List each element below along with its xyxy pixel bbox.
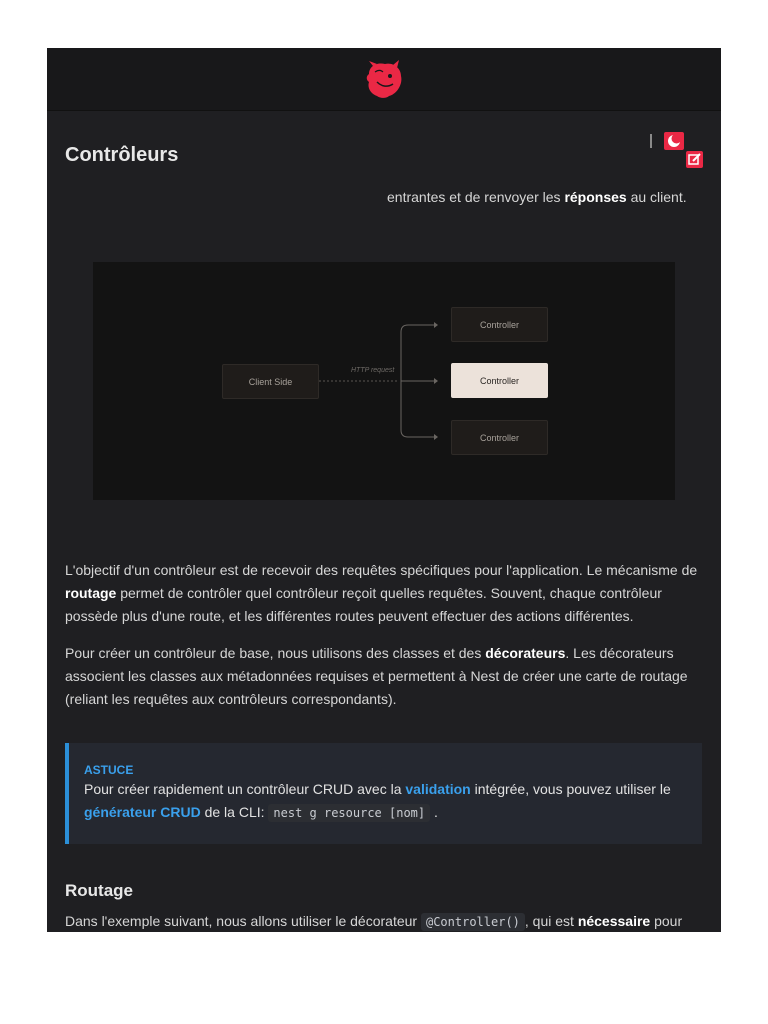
http-request-label: HTTP request bbox=[351, 367, 395, 374]
cli-command-code: nest g resource [nom] bbox=[268, 804, 430, 822]
crud-generator-link[interactable]: générateur CRUD bbox=[84, 804, 201, 820]
paragraph-decorators: Pour créer un contrôleur de base, nous utilisons des classes et des décorateurs. Les décorateurs associent les classes aux métadonnées requises et permettent à Nest de créer une carte de routage (reliant les requêtes aux contrôleurs correspondants). bbox=[65, 645, 688, 707]
controller-decorator-code: @Controller() bbox=[421, 913, 525, 931]
validation-link[interactable]: validation bbox=[405, 781, 471, 797]
controller-box: Controller bbox=[451, 307, 548, 342]
controller-box-highlighted: Controller bbox=[451, 363, 548, 398]
diagram-arrows bbox=[93, 262, 675, 500]
intro-text: entrantes et de renvoyer les réponses au client. bbox=[387, 189, 687, 205]
page-title: Contrôleurs bbox=[65, 144, 179, 166]
controllers-diagram bbox=[93, 262, 675, 500]
controller-box: Controller bbox=[451, 420, 548, 455]
edit-icon bbox=[686, 151, 703, 168]
tip-callout bbox=[65, 743, 702, 844]
tip-text: Pour créer rapidement un contrôleur CRUD avec la validation intégrée, vous pouvez utiliser le générateur CRUD de la CLI: nest g resource [nom] . bbox=[84, 781, 671, 820]
edit-page-button[interactable] bbox=[686, 151, 703, 168]
page-frame bbox=[47, 48, 721, 932]
theme-toggle-button[interactable] bbox=[664, 132, 684, 150]
paragraph-routing: Dans l'exemple suivant, nous allons utiliser le décorateur @Controller() , qui est nécessaire pour bbox=[65, 913, 683, 929]
moon-icon bbox=[664, 132, 684, 150]
top-navbar bbox=[47, 48, 721, 111]
client-side-box: Client Side bbox=[222, 364, 319, 399]
toolbar-divider bbox=[650, 134, 652, 148]
section-heading-routing: Routage bbox=[65, 881, 133, 900]
tip-label: ASTUCE bbox=[84, 763, 134, 777]
paragraph-objective: L'objectif d'un contrôleur est de recevoir des requêtes spécifiques pour l'application. Le mécanisme de routage permet de contrôler quel contrôleur reçoit quelles requêtes. Souvent, chaque contrôleur possède plus d'une route, et les différentes routes peuvent effectuer des actions différentes. bbox=[65, 562, 698, 624]
nestjs-logo[interactable] bbox=[363, 60, 405, 100]
